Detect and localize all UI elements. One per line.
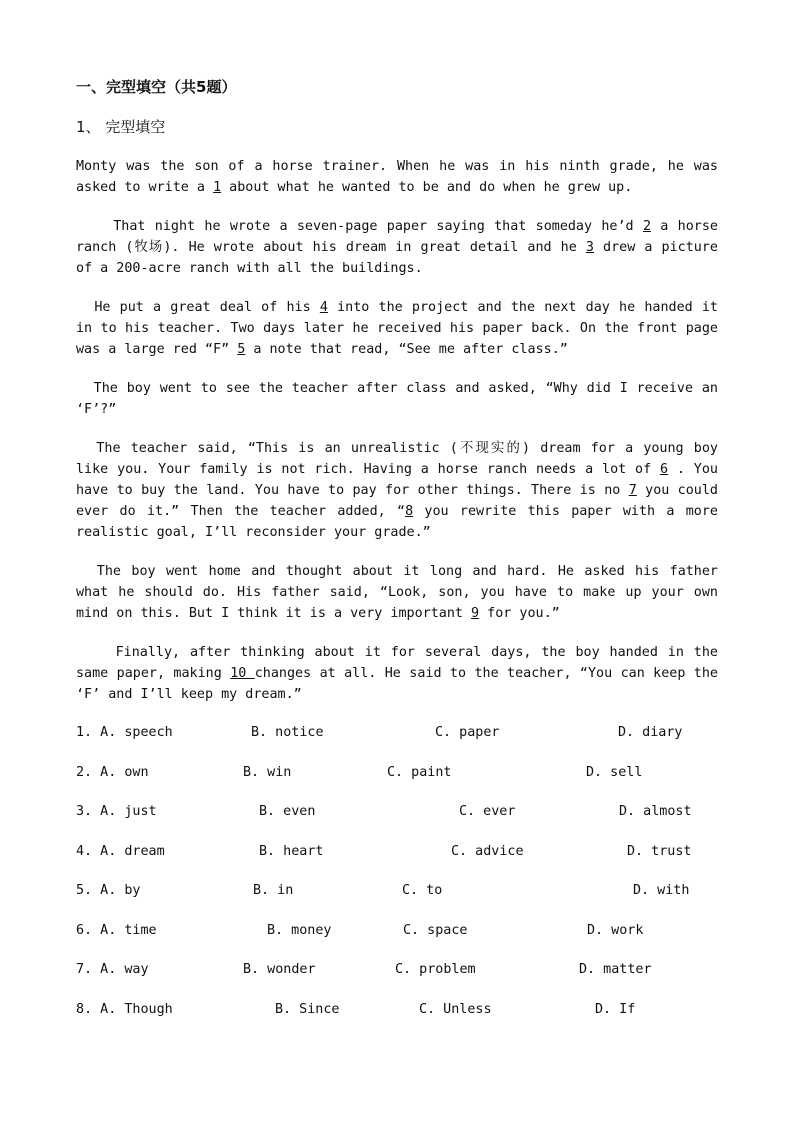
option-row [76, 960, 718, 980]
option-d: D. diary [618, 725, 683, 740]
blank-number: 9 [471, 606, 480, 621]
passage-text: drew a picture of a 200-acre ranch with all the buildings. [76, 240, 718, 276]
blank-number: 2 [642, 219, 651, 234]
passage-text: you could ever do it.” Then the teacher added, “ [76, 483, 718, 519]
option-row [76, 723, 718, 743]
blank-number: 7 [628, 483, 637, 498]
passage-paragraph [76, 561, 718, 624]
option-d: D. If [595, 1002, 636, 1017]
option-a: 6. A. time [76, 923, 157, 938]
question-title: 1、 完型填空 [76, 118, 166, 136]
passage-text: The boy went to see the teacher after class and asked, “Why did I receive an ‘F’?” [76, 381, 718, 417]
blank-number: 6 [660, 462, 669, 477]
option-b: B. even [259, 804, 316, 819]
option-b: B. money [267, 923, 332, 938]
option-b: B. win [243, 765, 292, 780]
option-a: 4. A. dream [76, 844, 165, 859]
passage-paragraph [76, 642, 718, 705]
option-c: C. paint [387, 765, 452, 780]
option-d: D. matter [579, 962, 652, 977]
option-b: B. wonder [243, 962, 316, 977]
passage-text: The teacher said, “This is an unrealistic (不现实的) dream for a young boy like you. Your family is not rich. Having a horse ranch needs a lot of [76, 441, 718, 477]
passage-paragraph [76, 216, 718, 279]
option-row [76, 1000, 718, 1020]
blank-number: 3 [585, 240, 594, 255]
passage-paragraph [76, 438, 718, 543]
option-d: D. work [587, 923, 644, 938]
option-c: C. problem [395, 962, 476, 977]
option-a: 3. A. just [76, 804, 157, 819]
blank-number: 1 [213, 180, 222, 195]
option-c: C. Unless [419, 1002, 492, 1017]
passage-text: He put a great deal of his [76, 300, 320, 315]
option-row [76, 921, 718, 941]
passage-paragraph [76, 297, 718, 360]
option-c: C. paper [435, 725, 500, 740]
passage-text: Finally, after thinking about it for several days, the boy handed in the same paper, making [76, 645, 718, 681]
option-d: D. sell [586, 765, 643, 780]
passage-text: about what he wanted to be and do when he grew up. [221, 180, 633, 195]
option-row [76, 842, 718, 862]
option-d: D. almost [619, 804, 692, 819]
passage-text: . You have to buy the land. You have to pay for other things. There is no [76, 462, 718, 498]
option-a: 2. A. own [76, 765, 149, 780]
option-d: D. trust [627, 844, 692, 859]
option-c: C. to [402, 883, 443, 898]
option-b: B. notice [251, 725, 324, 740]
option-d: D. with [633, 883, 690, 898]
option-a: 8. A. Though [76, 1002, 173, 1017]
section-title: 一、完型填空（共5题） [76, 78, 237, 96]
option-b: B. Since [275, 1002, 340, 1017]
option-a: 7. A. way [76, 962, 149, 977]
option-row [76, 802, 718, 822]
passage-text: Monty was the son of a horse trainer. When he was in his ninth grade, he was asked to write a [76, 159, 718, 195]
blank-number: 5 [237, 342, 246, 357]
option-a: 5. A. by [76, 883, 141, 898]
passage-paragraph [76, 378, 718, 420]
passage-text: That night he wrote a seven-page paper saying that someday he’d [76, 219, 643, 234]
blank-number: 8 [405, 504, 414, 519]
passage-text: for you.” [479, 606, 560, 621]
passage-text: a note that read, “See me after class.” [245, 342, 568, 357]
option-row [76, 881, 718, 901]
option-c: C. ever [459, 804, 516, 819]
passage-text: a horse ranch (牧场). He wrote about his dream in great detail and he [76, 219, 718, 255]
blank-number: 4 [319, 300, 328, 315]
passage-text: into the project and the next day he handed it in to his teacher. Two days later he received his paper back. On the front page was a large red “F” [76, 300, 718, 357]
option-row [76, 763, 718, 783]
blank-number: 10 [230, 666, 255, 681]
option-b: B. heart [259, 844, 324, 859]
option-c: C. space [403, 923, 468, 938]
passage-paragraph [76, 156, 718, 198]
passage-text: The boy went home and thought about it long and hard. He asked his father what he should do. His father said, “Look, son, you have to make up your own mind on this. But I think it is a very important [76, 564, 718, 621]
passage-text: you rewrite this paper with a more realistic goal, I’ll reconsider your grade.” [76, 504, 718, 540]
option-a: 1. A. speech [76, 725, 173, 740]
passage-text: changes at all. He said to the teacher, “You can keep the ‘F’ and I’ll keep my dream.” [76, 666, 718, 702]
option-c: C. advice [451, 844, 524, 859]
option-b: B. in [253, 883, 294, 898]
